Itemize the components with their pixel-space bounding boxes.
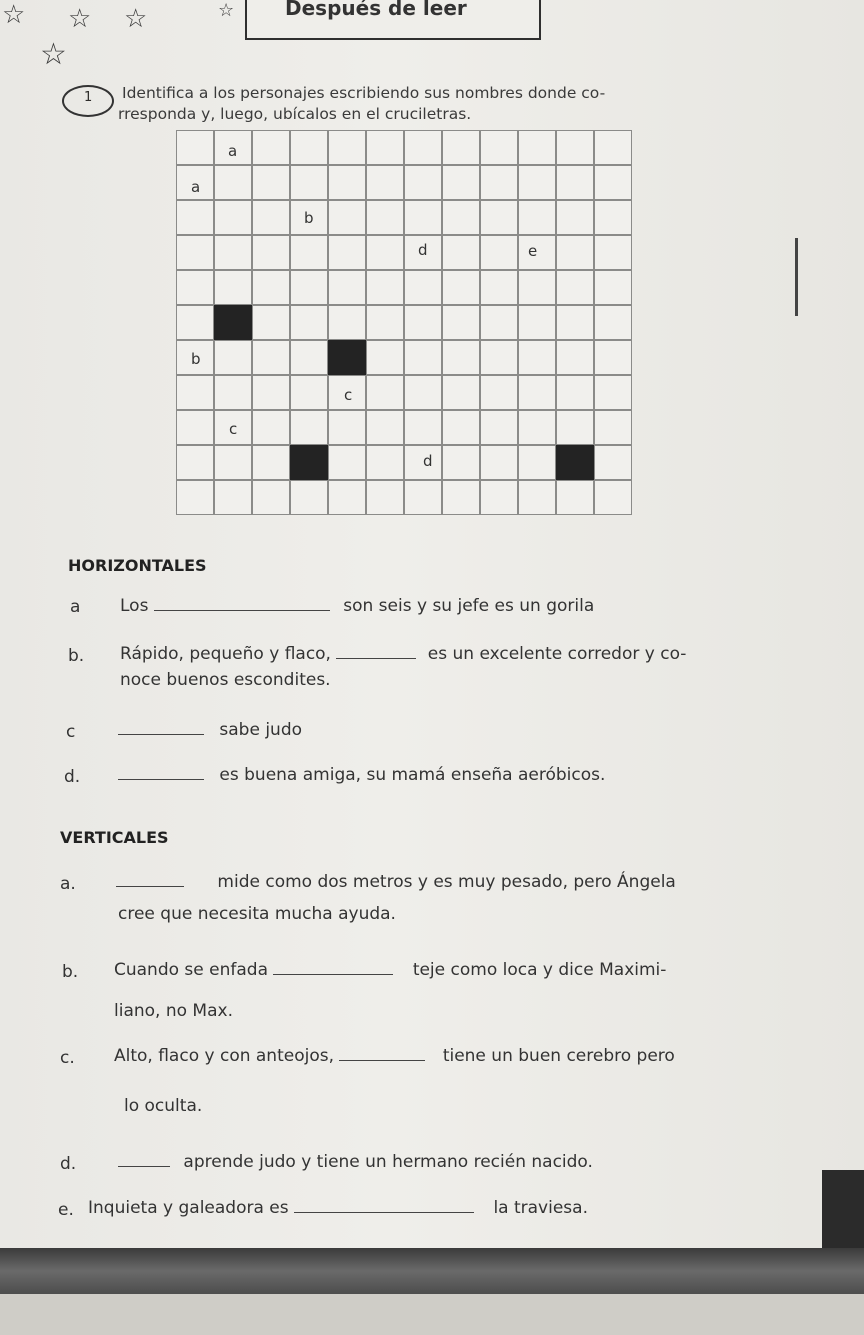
crossword-cell[interactable] <box>518 445 556 480</box>
crossword-cell[interactable] <box>328 270 366 305</box>
instruction-line-1: Identifica a los personajes escribiendo sus nombres donde co- <box>122 84 606 102</box>
clue-v-a-letter: a. <box>60 874 76 894</box>
exercise-instruction <box>118 83 722 125</box>
crossword-cell[interactable] <box>328 130 366 165</box>
crossword-cell[interactable] <box>252 410 290 445</box>
crossword-cell[interactable] <box>442 305 480 340</box>
clue-v-b-cont: liano, no Max. <box>114 1001 233 1021</box>
crossword-cell[interactable] <box>556 375 594 410</box>
crossword-cell[interactable] <box>442 410 480 445</box>
crossword-cell[interactable] <box>518 270 556 305</box>
crossword-cell[interactable] <box>290 480 328 515</box>
crossword-cell[interactable] <box>518 410 556 445</box>
crossword-cell[interactable] <box>594 375 632 410</box>
crossword-cell[interactable] <box>442 270 480 305</box>
crossword-cell[interactable] <box>404 375 442 410</box>
crossword-cell[interactable] <box>366 375 404 410</box>
answer-blank[interactable] <box>273 974 393 975</box>
crossword-label-a-vertical: a <box>228 142 238 160</box>
verticales-heading: VERTICALES <box>60 828 169 847</box>
crossword-cell[interactable] <box>518 305 556 340</box>
crossword-cell[interactable] <box>252 480 290 515</box>
crossword-cell[interactable] <box>290 235 328 270</box>
crossword-cell[interactable] <box>518 130 556 165</box>
crossword-cell[interactable] <box>480 305 518 340</box>
crossword-cell[interactable] <box>480 445 518 480</box>
title-box <box>245 0 541 40</box>
crossword-cell[interactable] <box>252 165 290 200</box>
crossword-cell[interactable] <box>556 305 594 340</box>
crossword-cell[interactable] <box>556 480 594 515</box>
crossword-cell[interactable] <box>594 340 632 375</box>
clue-v-a <box>116 872 676 892</box>
crossword-cell[interactable] <box>328 445 366 480</box>
clue-v-c-after: tiene un buen cerebro pero <box>442 1046 675 1066</box>
horizontales-heading: HORIZONTALES <box>68 556 207 575</box>
exercise-number-badge <box>62 85 114 117</box>
crossword-cell[interactable] <box>404 410 442 445</box>
clue-v-c-cont: lo oculta. <box>124 1096 203 1116</box>
clue-v-a-after: mide como dos metros y es muy pesado, pero Ángela <box>217 872 676 892</box>
crossword-cell[interactable] <box>366 270 404 305</box>
clue-v-b-letter: b. <box>62 962 79 982</box>
crossword-cell[interactable] <box>290 410 328 445</box>
crossword-cell[interactable] <box>176 200 214 235</box>
clue-h-d-after: es buena amiga, su mamá enseña aeróbicos. <box>219 765 606 785</box>
crossword-cell[interactable] <box>594 200 632 235</box>
crossword-cell[interactable] <box>328 165 366 200</box>
answer-blank[interactable] <box>339 1060 425 1061</box>
clue-h-a <box>120 596 594 616</box>
clue-h-a-letter: a <box>70 597 81 617</box>
crossword-cell[interactable] <box>290 130 328 165</box>
crossword-cell[interactable] <box>480 340 518 375</box>
margin-mark <box>795 238 798 316</box>
instruction-line-2: rresponda y, luego, ubícalos en el cruciletras. <box>118 105 472 123</box>
crossword-cell[interactable] <box>328 480 366 515</box>
clue-v-b-after: teje como loca y dice Maximi- <box>412 960 667 980</box>
crossword-label-b-vertical: b <box>304 209 314 227</box>
crossword-cell[interactable] <box>366 410 404 445</box>
crossword-cell[interactable] <box>442 235 480 270</box>
answer-blank[interactable] <box>154 610 330 611</box>
crossword-cell[interactable] <box>480 200 518 235</box>
answer-blank[interactable] <box>118 734 204 735</box>
crossword-cell[interactable] <box>594 270 632 305</box>
clue-h-b-letter: b. <box>68 646 85 666</box>
crossword-cell[interactable] <box>442 165 480 200</box>
page-bottom-edge <box>0 1248 864 1294</box>
star-icon: ☆ <box>218 0 235 21</box>
crossword-cell[interactable] <box>252 235 290 270</box>
crossword-cell[interactable] <box>366 200 404 235</box>
star-icon: ☆ <box>124 4 148 34</box>
crossword-cell[interactable] <box>594 410 632 445</box>
clue-v-c <box>114 1046 675 1066</box>
crossword-cell[interactable] <box>480 270 518 305</box>
crossword-cell[interactable] <box>366 480 404 515</box>
clue-h-d-letter: d. <box>64 767 81 787</box>
crossword-cell[interactable] <box>214 480 252 515</box>
crossword-cell[interactable] <box>328 305 366 340</box>
crossword-cell[interactable] <box>404 270 442 305</box>
answer-blank[interactable] <box>116 886 184 887</box>
crossword-cell[interactable] <box>252 270 290 305</box>
crossword-block <box>214 305 252 340</box>
crossword-cell[interactable] <box>328 410 366 445</box>
clue-v-d-after: aprende judo y tiene un hermano recién nacido. <box>183 1152 593 1172</box>
crossword-cell[interactable] <box>404 305 442 340</box>
answer-blank[interactable] <box>118 779 204 780</box>
crossword-cell[interactable] <box>480 235 518 270</box>
crossword-label-e-vertical: e <box>528 242 538 260</box>
crossword-cell[interactable] <box>366 130 404 165</box>
crossword-cell[interactable] <box>366 340 404 375</box>
crossword-cell[interactable] <box>594 130 632 165</box>
crossword-cell[interactable] <box>556 270 594 305</box>
crossword-cell[interactable] <box>328 200 366 235</box>
clue-h-d <box>118 765 605 785</box>
clue-v-d-letter: d. <box>60 1154 77 1174</box>
star-icon: ☆ <box>68 4 92 34</box>
crossword-cell[interactable] <box>404 165 442 200</box>
crossword-cell[interactable] <box>556 410 594 445</box>
clue-h-a-before: Los <box>120 596 149 616</box>
crossword-cell[interactable] <box>442 130 480 165</box>
clue-v-e-letter: e. <box>58 1200 74 1220</box>
crossword-cell[interactable] <box>480 375 518 410</box>
crossword-cell[interactable] <box>594 445 632 480</box>
crossword-cell[interactable] <box>252 375 290 410</box>
crossword-cell[interactable] <box>214 165 252 200</box>
crossword-block <box>556 445 594 480</box>
crossword-label-d-horizontal: d <box>423 452 433 470</box>
crossword-cell[interactable] <box>442 375 480 410</box>
crossword-cell[interactable] <box>176 410 214 445</box>
crossword-label-c-vertical: c <box>344 386 353 404</box>
crossword-cell[interactable] <box>366 165 404 200</box>
crossword-cell[interactable] <box>442 480 480 515</box>
crossword-cell[interactable] <box>556 130 594 165</box>
crossword-cell[interactable] <box>480 410 518 445</box>
crossword-cell[interactable] <box>176 480 214 515</box>
crossword-cell[interactable] <box>518 200 556 235</box>
crossword-cell[interactable] <box>556 165 594 200</box>
clue-v-a-cont: cree que necesita mucha ayuda. <box>118 904 396 924</box>
crossword-cell[interactable] <box>290 340 328 375</box>
crossword-cell[interactable] <box>480 480 518 515</box>
star-icon: ☆ <box>40 37 67 72</box>
crossword-cell[interactable] <box>252 130 290 165</box>
crossword-cell[interactable] <box>214 375 252 410</box>
answer-blank[interactable] <box>294 1212 474 1213</box>
crossword-cell[interactable] <box>366 445 404 480</box>
crossword-cell[interactable] <box>404 200 442 235</box>
clue-v-c-letter: c. <box>60 1048 75 1068</box>
crossword-label-c-horizontal: c <box>229 420 238 438</box>
crossword-cell[interactable] <box>556 340 594 375</box>
background-surface <box>0 1294 864 1335</box>
crossword-cell[interactable] <box>176 445 214 480</box>
page-title: Después de leer <box>285 0 467 20</box>
crossword-cell[interactable] <box>328 235 366 270</box>
clue-h-c-after: sabe judo <box>219 720 303 740</box>
crossword-cell[interactable] <box>404 130 442 165</box>
clue-v-c-before: Alto, flaco y con anteojos, <box>114 1046 334 1066</box>
answer-blank[interactable] <box>336 658 416 659</box>
crossword-cell[interactable] <box>290 375 328 410</box>
crossword-cell[interactable] <box>176 375 214 410</box>
crossword-cell[interactable] <box>480 130 518 165</box>
clue-v-e-before: Inquieta y galeadora es <box>88 1198 289 1218</box>
crossword-cell[interactable] <box>556 200 594 235</box>
crossword-cell[interactable] <box>214 340 252 375</box>
clue-h-b-cont: noce buenos escondites. <box>120 670 331 690</box>
crossword-label-a-horizontal: a <box>191 178 201 196</box>
clue-v-e-after: la traviesa. <box>493 1198 588 1218</box>
crossword-cell[interactable] <box>442 340 480 375</box>
clue-v-d <box>118 1152 593 1172</box>
clue-h-a-after: son seis y su jefe es un gorila <box>343 596 595 616</box>
clue-v-e <box>88 1198 588 1218</box>
crossword-cell[interactable] <box>176 305 214 340</box>
crossword-cell[interactable] <box>480 165 518 200</box>
crossword-cell[interactable] <box>366 235 404 270</box>
crossword-cell[interactable] <box>404 480 442 515</box>
clue-h-b-after: es un excelente corredor y co- <box>427 644 687 664</box>
crossword-cell[interactable] <box>252 340 290 375</box>
crossword-cell[interactable] <box>290 270 328 305</box>
crossword-label-b-horizontal: b <box>191 350 201 368</box>
crossword-cell[interactable] <box>556 235 594 270</box>
crossword-cell[interactable] <box>290 305 328 340</box>
crossword-cell[interactable] <box>176 235 214 270</box>
crossword-cell[interactable] <box>214 270 252 305</box>
exercise-number: 1 <box>84 90 93 105</box>
crossword-cell[interactable] <box>176 130 214 165</box>
clue-v-b-before: Cuando se enfada <box>114 960 268 980</box>
crossword-label-d-vertical: d <box>418 241 428 259</box>
crossword-cell[interactable] <box>214 200 252 235</box>
crossword-cell[interactable] <box>290 165 328 200</box>
crossword-cell[interactable] <box>518 375 556 410</box>
crossword-cell[interactable] <box>366 305 404 340</box>
crossword-cell[interactable] <box>518 165 556 200</box>
crossword-cell[interactable] <box>594 235 632 270</box>
crossword-cell[interactable] <box>442 445 480 480</box>
crossword-cell[interactable] <box>518 340 556 375</box>
clue-h-c <box>118 720 302 740</box>
crossword-cell[interactable] <box>214 445 252 480</box>
crossword-cell[interactable] <box>594 480 632 515</box>
crossword-cell[interactable] <box>252 200 290 235</box>
crossword-cell[interactable] <box>214 235 252 270</box>
corner-decoration <box>822 1170 864 1250</box>
clue-v-b <box>114 960 666 980</box>
answer-blank[interactable] <box>118 1166 170 1167</box>
clue-h-b <box>120 644 686 664</box>
crossword-cell[interactable] <box>404 340 442 375</box>
crossword-cell[interactable] <box>594 165 632 200</box>
crossword-cell[interactable] <box>518 480 556 515</box>
crossword-cell[interactable] <box>442 200 480 235</box>
crossword-cell[interactable] <box>252 305 290 340</box>
crossword-cell[interactable] <box>594 305 632 340</box>
clue-h-b-before: Rápido, pequeño y flaco, <box>120 644 331 664</box>
crossword-block <box>290 445 328 480</box>
crossword-block <box>328 340 366 375</box>
crossword-cell[interactable] <box>252 445 290 480</box>
crossword-cell[interactable] <box>176 270 214 305</box>
star-icon: ☆ <box>2 0 26 30</box>
clue-h-c-letter: c <box>66 722 76 742</box>
